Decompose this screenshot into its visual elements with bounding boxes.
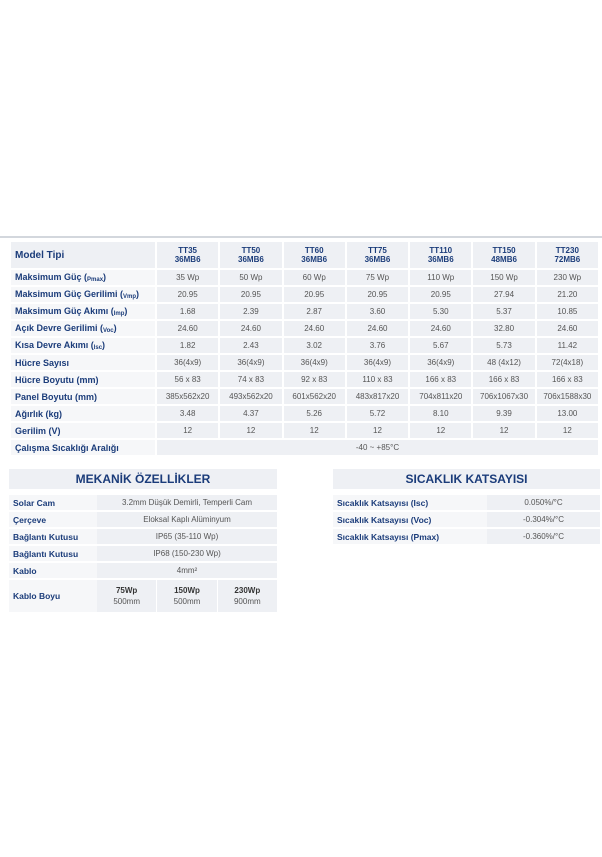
spec-value-cell: 20.95 — [347, 287, 408, 302]
row-label: Kablo — [9, 563, 97, 578]
spec-value-cell: 1.68 — [157, 304, 218, 319]
spec-value-cell: 2.39 — [220, 304, 281, 319]
row-label: Sıcaklık Katsayısı (Pmax) — [333, 529, 487, 544]
spec-value-cell: 35 Wp — [157, 270, 218, 285]
row-label: Panel Boyutu (mm) — [11, 389, 155, 404]
spec-value-cell: 10.85 — [537, 304, 598, 319]
spec-value-cell: 5.73 — [473, 338, 534, 353]
spec-value-cell: 20.95 — [410, 287, 471, 302]
cable-length-item — [97, 580, 156, 612]
spec-value-cell: 24.60 — [157, 321, 218, 336]
model-header-row — [11, 242, 598, 268]
mechanical-value: IP68 (150-230 Wp) — [97, 546, 277, 561]
spec-row — [11, 270, 598, 285]
cable-length-item — [156, 580, 216, 612]
spec-value-cell: 12 — [410, 423, 471, 438]
model-column-header: TT60 36MB6 — [284, 242, 345, 268]
temperature-row — [333, 495, 600, 510]
top-divider — [0, 236, 602, 238]
mechanical-row — [9, 563, 277, 578]
row-label: Maksimum Güç Akımı $(_{Imp})$ — [11, 304, 155, 319]
spec-value-cell: 11.42 — [537, 338, 598, 353]
spec-value-cell: 74 x 83 — [220, 372, 281, 387]
spec-value-cell: 12 — [220, 423, 281, 438]
row-label: Hücre Sayısı — [11, 355, 155, 370]
row-label: Açık Devre Gerilimi $(_{Voc})$ — [11, 321, 155, 336]
spec-value-cell: 36(4x9) — [157, 355, 218, 370]
spec-value-cell: 92 x 83 — [284, 372, 345, 387]
spec-value-cell: 13.00 — [537, 406, 598, 421]
spec-value-cell: 20.95 — [157, 287, 218, 302]
temperature-value: -0.304%/°C — [487, 512, 600, 527]
temperature-row — [333, 529, 600, 544]
temperature-range-value: -40 ~ +85°C — [157, 440, 598, 455]
row-label: Bağlantı Kutusu — [9, 546, 97, 561]
spec-value-cell: 20.95 — [284, 287, 345, 302]
row-label: Kısa Devre Akımı $(_{Isc})$ — [11, 338, 155, 353]
cable-power: 230Wp — [234, 586, 261, 595]
spec-value-cell: 483x817x20 — [347, 389, 408, 404]
row-label: Solar Cam — [9, 495, 97, 510]
spec-value-cell: 48 (4x12) — [473, 355, 534, 370]
spec-value-cell: 24.60 — [537, 321, 598, 336]
spec-value-cell: 3.48 — [157, 406, 218, 421]
spec-row — [11, 423, 598, 438]
spec-value-cell: 601x562x20 — [284, 389, 345, 404]
spec-value-cell: 5.72 — [347, 406, 408, 421]
mechanical-value: 4mm² — [97, 563, 277, 578]
spec-row — [11, 355, 598, 370]
spec-value-cell: 36(4x9) — [284, 355, 345, 370]
spec-value-cell: 75 Wp — [347, 270, 408, 285]
spec-value-cell: 166 x 83 — [410, 372, 471, 387]
row-label: Maksimum Güç Gerilimi $(_{Vmp})$ — [11, 287, 155, 302]
row-label: Bağlantı Kutusu — [9, 529, 97, 544]
spec-value-cell: 24.60 — [220, 321, 281, 336]
model-column-header: TT110 36MB6 — [410, 242, 471, 268]
spec-value-cell: 493x562x20 — [220, 389, 281, 404]
row-label: Ağırlık (kg) — [11, 406, 155, 421]
spec-value-cell: 706x1588x30 — [537, 389, 598, 404]
spec-value-cell: 110 x 83 — [347, 372, 408, 387]
spec-value-cell: 12 — [157, 423, 218, 438]
spec-row — [11, 304, 598, 319]
mechanical-row — [9, 495, 277, 510]
spec-value-cell: 50 Wp — [220, 270, 281, 285]
spec-value-cell: 230 Wp — [537, 270, 598, 285]
spec-value-cell: 24.60 — [410, 321, 471, 336]
spec-row — [11, 372, 598, 387]
spec-value-cell: 3.76 — [347, 338, 408, 353]
spec-value-cell: 24.60 — [347, 321, 408, 336]
mechanical-title: MEKANİK ÖZELLİKLER — [9, 469, 277, 489]
spec-value-cell: 32.80 — [473, 321, 534, 336]
row-label: Sıcaklık Katsayısı (Isc) — [333, 495, 487, 510]
cable-length: 500mm — [113, 597, 140, 606]
spec-value-cell: 3.02 — [284, 338, 345, 353]
spec-row — [11, 321, 598, 336]
model-column-header: TT150 48MB6 — [473, 242, 534, 268]
spec-value-cell: 9.39 — [473, 406, 534, 421]
cable-power: 75Wp — [115, 586, 138, 595]
spec-value-cell: 2.43 — [220, 338, 281, 353]
row-label: Hücre Boyutu (mm) — [11, 372, 155, 387]
cable-length-row — [9, 580, 277, 612]
row-label: Sıcaklık Katsayısı (Voc) — [333, 512, 487, 527]
spec-value-cell: 110 Wp — [410, 270, 471, 285]
temperature-value: 0.050%/°C — [487, 495, 600, 510]
spec-value-cell: 8.10 — [410, 406, 471, 421]
temperature-table — [333, 493, 600, 546]
model-column-header: TT230 72MB6 — [537, 242, 598, 268]
cable-length-item — [217, 580, 277, 612]
spec-value-cell: 704x811x20 — [410, 389, 471, 404]
spec-value-cell: 60 Wp — [284, 270, 345, 285]
spec-value-cell: 12 — [284, 423, 345, 438]
cable-length: 500mm — [173, 597, 201, 606]
mechanical-value: Eloksal Kaplı Alüminyum — [97, 512, 277, 527]
spec-value-cell: 150 Wp — [473, 270, 534, 285]
spec-value-cell: 12 — [347, 423, 408, 438]
spec-value-cell: 385x562x20 — [157, 389, 218, 404]
mechanical-row — [9, 546, 277, 561]
spec-row — [11, 406, 598, 421]
model-type-label: Model Tipi — [11, 242, 155, 268]
model-column-header: TT75 36MB6 — [347, 242, 408, 268]
row-label: Kablo Boyu — [9, 580, 97, 612]
mechanical-row — [9, 529, 277, 544]
cable-length-cells — [97, 580, 277, 612]
cable-power: 150Wp — [174, 586, 200, 595]
temperature-row — [333, 512, 600, 527]
mechanical-value: 3.2mm Düşük Demirli, Temperli Cam — [97, 495, 277, 510]
row-label: Maksimum Güç $(_{Pmax})$ — [11, 270, 155, 285]
spec-value-cell: 27.94 — [473, 287, 534, 302]
spec-value-cell: 24.60 — [284, 321, 345, 336]
spec-value-cell: 36(4x9) — [410, 355, 471, 370]
spec-value-cell: 1.82 — [157, 338, 218, 353]
mechanical-row — [9, 512, 277, 527]
spec-value-cell: 706x1067x30 — [473, 389, 534, 404]
spec-value-cell: 21.20 — [537, 287, 598, 302]
cable-length: 900mm — [233, 597, 261, 606]
spec-value-cell: 20.95 — [220, 287, 281, 302]
spec-value-cell: 4.37 — [220, 406, 281, 421]
spec-value-cell: 3.60 — [347, 304, 408, 319]
spec-value-cell: 36(4x9) — [347, 355, 408, 370]
spec-value-cell: 5.37 — [473, 304, 534, 319]
mechanical-value: IP65 (35-110 Wp) — [97, 529, 277, 544]
row-label: Çerçeve — [9, 512, 97, 527]
row-label: Çalışma Sıcaklığı Aralığı — [11, 440, 155, 455]
spec-value-cell: 5.67 — [410, 338, 471, 353]
row-label: Gerilim (V) — [11, 423, 155, 438]
temperature-title: SICAKLIK KATSAYISI — [333, 469, 600, 489]
spec-value-cell: 12 — [537, 423, 598, 438]
spec-value-cell: 2.87 — [284, 304, 345, 319]
spec-value-cell: 166 x 83 — [537, 372, 598, 387]
spec-value-cell: 166 x 83 — [473, 372, 534, 387]
operating-temperature-row — [11, 440, 598, 455]
model-column-header: TT50 36MB6 — [220, 242, 281, 268]
spec-row — [11, 389, 598, 404]
spec-value-cell: 5.26 — [284, 406, 345, 421]
specifications-table — [9, 240, 600, 457]
spec-value-cell: 56 x 83 — [157, 372, 218, 387]
spec-value-cell: 72(4x18) — [537, 355, 598, 370]
mechanical-table — [9, 493, 277, 614]
spec-value-cell: 5.30 — [410, 304, 471, 319]
temperature-value: -0.360%/°C — [487, 529, 600, 544]
spec-value-cell: 36(4x9) — [220, 355, 281, 370]
model-column-header: TT35 36MB6 — [157, 242, 218, 268]
spec-row — [11, 287, 598, 302]
spec-row — [11, 338, 598, 353]
spec-value-cell: 12 — [473, 423, 534, 438]
